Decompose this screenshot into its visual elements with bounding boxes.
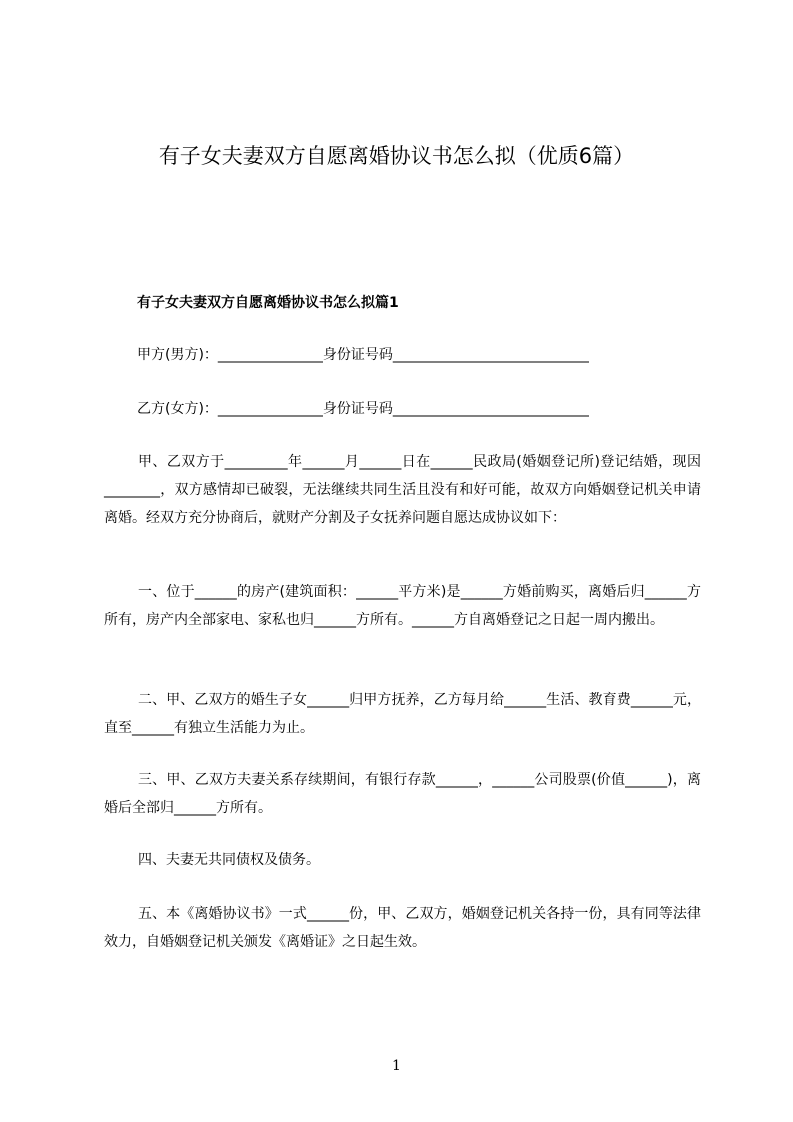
party-a-line: 甲方(男方)：_______________身份证号码____________________________	[137, 347, 589, 363]
page-number: 1	[392, 1058, 401, 1074]
document-title: 有子女夫妻双方自愿离婚协议书怎么拟（优质6篇）	[158, 144, 635, 168]
paragraph-clause-2: 二、甲、乙双方的婚生子女______归甲方抚养，乙方每月给______生活、教育费______元，直至______有独立生活能力为止。	[104, 692, 701, 736]
party-b-line: 乙方(女方)：_______________身份证号码____________________________	[137, 401, 589, 417]
paragraph-clause-5: 五、本《离婚协议书》一式______份，甲、乙双方，婚姻登记机关各持一份，具有同等法律效力，自婚姻登记机关颁发《离婚证》之日起生效。	[104, 906, 701, 950]
paragraph-clause-1: 一、位于______的房产(建筑面积：______平方米)是______方婚前购买，离婚后归______方所有，房产内全部家电、家私也归______方所有。______方自离婚登记之日起一周内搬出。	[104, 584, 701, 628]
paragraph-clause-3: 三、甲、乙双方夫妻关系存续期间，有银行存款______，______公司股票(价值______)，离婚后全部归______方所有。	[104, 772, 701, 816]
section-heading: 有子女夫妻双方自愿离婚协议书怎么拟篇1	[137, 295, 399, 311]
paragraph-intro: 甲、乙双方于_________年______月______日在______民政局(婚姻登记所)登记结婚，现因________，双方感情却已破裂，无法继续共同生活且没有和好可能，故双方向婚姻登记机关申请离婚。经双方充分协商后，就财产分割及子女抚养问题自愿达成协议如下：	[104, 454, 701, 526]
paragraph-clause-4: 四、夫妻无共同债权及债务。	[138, 852, 320, 868]
